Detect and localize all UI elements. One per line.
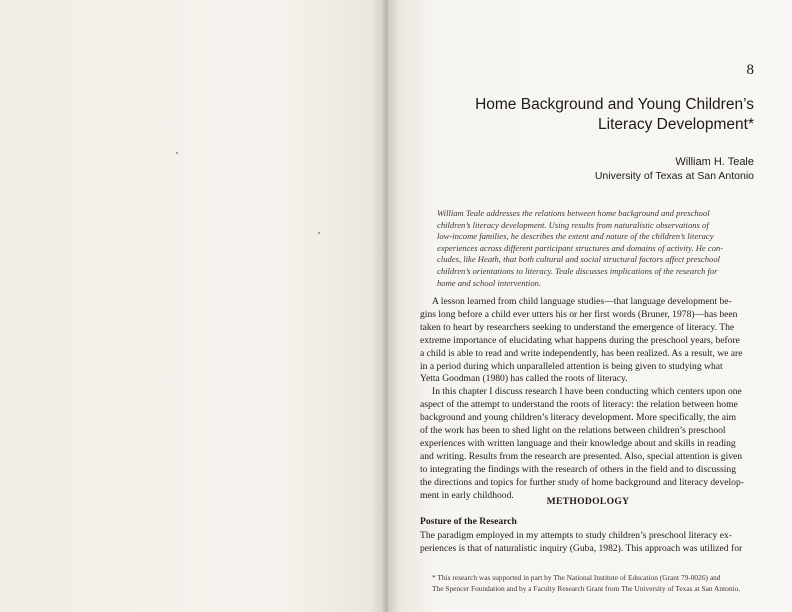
body-text [420, 296, 756, 503]
body-line: taken to heart by researchers seeking to understand the emergence of literacy. The [420, 321, 735, 333]
section-heading: METHODOLOGY [546, 496, 630, 507]
body-line: the directions and topics for further study of home background and literacy develop- [420, 476, 744, 488]
author-affiliation: University of Texas at San Antonio [594, 170, 754, 182]
abstract-line: experiences across different participant structures and domains of activity. He con- [437, 242, 724, 253]
body-line: background and young children’s literacy development. More specifically, the aim [420, 412, 737, 424]
body-line: aspect of the attempt to understand the roots of literacy: the relation between home [420, 399, 738, 411]
author-name: William H. Teale [675, 156, 754, 168]
subsection-text [420, 530, 756, 556]
body-line: A lesson learned from child language studies—that language development be- [432, 296, 732, 307]
abstract-line: children’s orientations to literacy. Teale discusses implications of the research for [437, 265, 718, 276]
footnote-line: The Spencer Foundation and by a Faculty Research Grant from The University of Texas at San Antonio. [432, 583, 741, 593]
paper-speck [176, 152, 178, 154]
body-line: gins long before a child ever utters his or her first words (Bruner, 1978)—has been [420, 308, 738, 320]
footnote [432, 573, 758, 594]
body-line: experiences with written language and their knowledge about and skills in reading [420, 437, 736, 449]
body-line: to integrating the findings with the research of others in the field and to discussing [420, 463, 736, 475]
paper-speck [318, 232, 320, 234]
body-line: The paradigm employed in my attempts to study children’s preschool literacy ex- [420, 530, 732, 541]
chapter-title-line: Home Background and Young Children’s [475, 96, 754, 113]
left-page [0, 0, 386, 612]
footnote-line: * This research was supported in part by The National Institute of Education (Grant 79-0026) and [432, 573, 721, 582]
body-line: extreme importance of elucidating what happens during the preschool years, before [420, 334, 740, 346]
body-line: of the work has been to shed light on the relations between children’s preschool [420, 425, 726, 437]
subsection-heading: Posture of the Research [420, 516, 517, 527]
body-line: In this chapter I discuss research I have been conducting which centers upon one [432, 386, 742, 398]
body-line: periences is that of naturalistic inquiry (Guba, 1982). This approach was utilized for [420, 542, 743, 554]
abstract-line: children’s literacy development. Using results from naturalistic observations of [437, 219, 709, 230]
chapter-title-line: Literacy Development* [598, 116, 754, 133]
author-block [595, 155, 754, 183]
abstract-line: cludes, like Heath, that both cultural and social structural factors affect preschool [437, 254, 721, 265]
chapter-number: 8 [746, 62, 754, 78]
abstract-line: low-income families, he describes the extent and nature of the children’s literacy [437, 231, 714, 242]
abstract-line: William Teale addresses the relations between home background and preschool [437, 208, 710, 218]
body-line: a child is able to read and write independently, has been realized. As a result, we are [420, 347, 743, 359]
chapter-abstract [437, 208, 737, 289]
abstract-line: home and school intervention. [437, 277, 542, 288]
body-line: ment in early childhood. [420, 489, 514, 501]
chapter-title [434, 95, 754, 135]
body-line: in a period during which unparalleled attention is being given to studying what [420, 360, 723, 372]
body-line: and writing. Results from the research are presented. Also, special attention is given [420, 450, 743, 462]
body-line: Yetta Goodman (1980) has called the roots of literacy. [420, 373, 628, 385]
